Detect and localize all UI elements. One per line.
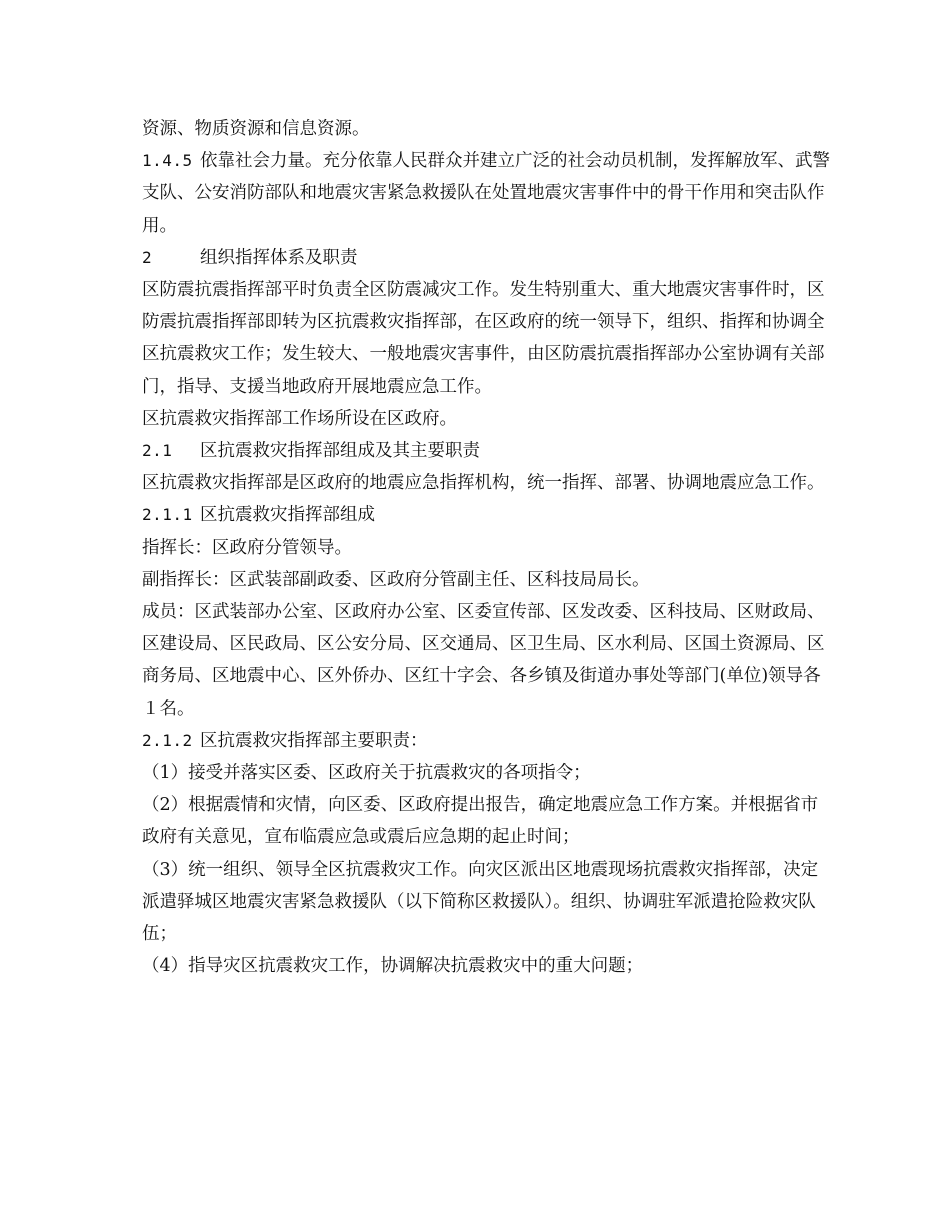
paragraph-commander [142, 532, 832, 564]
section-2-heading [142, 242, 832, 274]
section-2-1-1-heading [142, 499, 832, 531]
section-number: 2.1 [142, 441, 173, 461]
heading-text: 区抗震救灾指挥部主要职责： [200, 730, 428, 751]
paragraph-text: 副指挥长：区武装部副政委、区政府分管副主任、区科技局局长。 [142, 569, 650, 590]
duty-item-4 [142, 950, 832, 982]
paragraph-command-overview [142, 274, 832, 403]
paragraph-text: （4）指导灾区抗震救灾工作，协调解决抗震救灾中的重大问题； [142, 956, 644, 977]
section-number: 2.1.1 [142, 505, 193, 525]
paragraph-command-agency [142, 467, 832, 499]
document-body [142, 113, 832, 982]
paragraph-text: （1）接受并落实区委、区政府关于抗震救灾的各项指令； [142, 763, 591, 784]
paragraph-resources-continuation [142, 113, 832, 145]
heading-text: 组织指挥体系及职责 [200, 247, 358, 268]
paragraph-workplace [142, 403, 832, 435]
section-number: 2 [142, 247, 153, 267]
paragraph-text: 区抗震救灾指挥部是区政府的地震应急指挥机构，统一指挥、部署、协调地震应急工作。 [142, 473, 825, 494]
paragraph-text: 指挥长：区政府分管领导。 [142, 537, 352, 558]
paragraph-text: 区抗震救灾指挥部工作场所设在区政府。 [142, 408, 457, 429]
paragraph-members [142, 596, 832, 725]
heading-text: 区抗震救灾指挥部组成 [200, 505, 375, 526]
duty-item-3 [142, 854, 832, 951]
paragraph-text: （2）根据震情和灾情，向区委、区政府提出报告，确定地震应急工作方案。并根据省市政府有关意见，宣布临震应急或震后应急期的起止时间； [142, 795, 819, 848]
section-number: 2.1.2 [142, 730, 193, 750]
duty-item-1 [142, 757, 832, 789]
paragraph-text: 区防震抗震指挥部平时负责全区防震减灾工作。发生特别重大、重大地震灾害事件时，区防震抗震指挥部即转为区抗震救灾指挥部，在区政府的统一领导下，组织、指挥和协调全区抗震救灾工作；发生较大、一般地震灾害事件，由区防震抗震指挥部办公室协调有关部门，指导、支援当地政府开展地震应急工作。 [142, 280, 825, 397]
paragraph-text: （3）统一组织、领导全区抗震救灾工作。向灾区派出区地震现场抗震救灾指挥部，决定派遣驿城区地震灾害紧急救援队（以下简称区救援队）。组织、协调驻军派遣抢险救灾队伍； [142, 859, 819, 945]
heading-text: 区抗震救灾指挥部组成及其主要职责 [200, 441, 480, 462]
paragraph-text: 成员：区武装部办公室、区政府办公室、区委宣传部、区发改委、区科技局、区财政局、区建设局、区民政局、区公安分局、区交通局、区卫生局、区水利局、区国土资源局、区商务局、区地震中心、区外侨办、区红十字会、各乡镇及街道办事处等部门(单位)领导各１名。 [142, 602, 825, 719]
section-2-1-2-heading [142, 725, 832, 757]
section-1-4-5 [142, 145, 832, 242]
paragraph-text: 资源、物质资源和信息资源。 [142, 119, 370, 139]
section-2-1-heading [142, 435, 832, 467]
section-number: 1.4.5 [142, 151, 193, 171]
paragraph-text: 依靠社会力量。充分依靠人民群众并建立广泛的社会动员机制，发挥解放军、武警支队、公安消防部队和地震灾害紧急救援队在处置地震灾害事件中的骨干作用和突击队作用。 [142, 151, 830, 236]
duty-item-2 [142, 789, 832, 853]
paragraph-deputy-commander [142, 564, 832, 596]
